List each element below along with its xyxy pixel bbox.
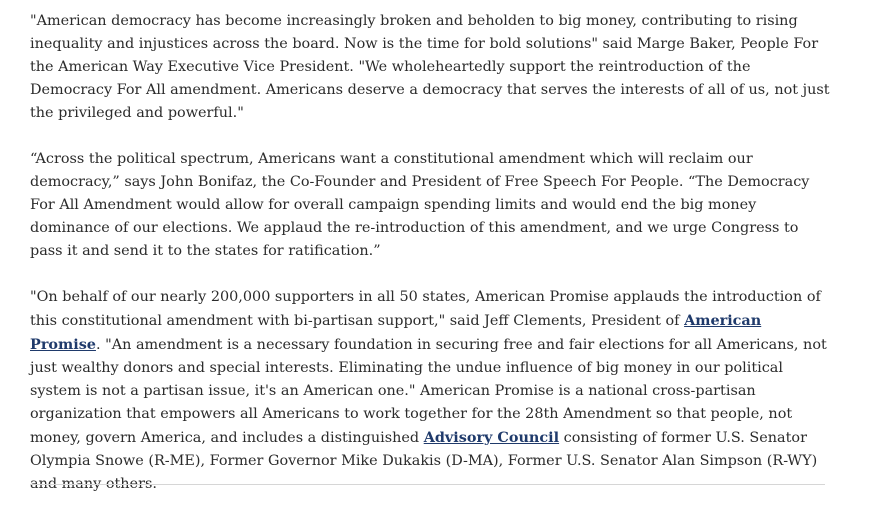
paragraph-text-segment: . "An amendment is a necessary foundation in securing free and fair elections for all Americans, not just wealthy donors and special interests. Eliminating the undue influence of big money in our political system is not a partisan issue, it's an American one." American Promise is a national cross-partisan organization that empowers all Americans to work together for the 28th Amendment so that people, not money, govern America, and includes a distinguished: [30, 337, 827, 446]
american-promise-link[interactable]: American Promise: [30, 312, 762, 353]
paragraph-john-bonifaz-quote: “Across the political spectrum, Americans want a constitutional amendment which will reclaim our democracy,” says John Bonifaz, the Co-Founder and President of Free Speech For People. “The Democracy For All Amendment would allow for overall campaign spending limits and would end the big money dominance of our elections. We applaud the re-introduction of this amendment, and we urge Congress to pass it and send it to the states for ratification.”: [30, 151, 810, 259]
paragraph-text-segment: consisting of former U.S. Senator Olympia Snowe (R-ME), Former Governor Mike Dukakis (D-MA), Former U.S. Senator Alan Simpson (R-WY) and many others.: [30, 430, 818, 492]
divider: [30, 484, 825, 485]
advisory-council-link[interactable]: Advisory Council: [423, 429, 560, 446]
article-body: [30, 10, 830, 519]
paragraph-marge-baker-quote: "American democracy has become increasingly broken and beholden to big money, contributing to rising inequality and injustices across the board. Now is the time for bold solutions" said Marge Baker, People For the American Way Executive Vice President. "We wholeheartedly support the reintroduction of the Democracy For All amendment. Americans deserve a democracy that serves the interests of all of us, not just the privileged and powerful.": [30, 13, 830, 121]
paragraph-text-segment: "On behalf of our nearly 200,000 supporters in all 50 states, American Promise applauds the introduction of this constitutional amendment with bi-partisan support," said Jeff Clements, President of: [30, 289, 821, 329]
paragraph-jeff-clements-quote: [30, 286, 830, 496]
